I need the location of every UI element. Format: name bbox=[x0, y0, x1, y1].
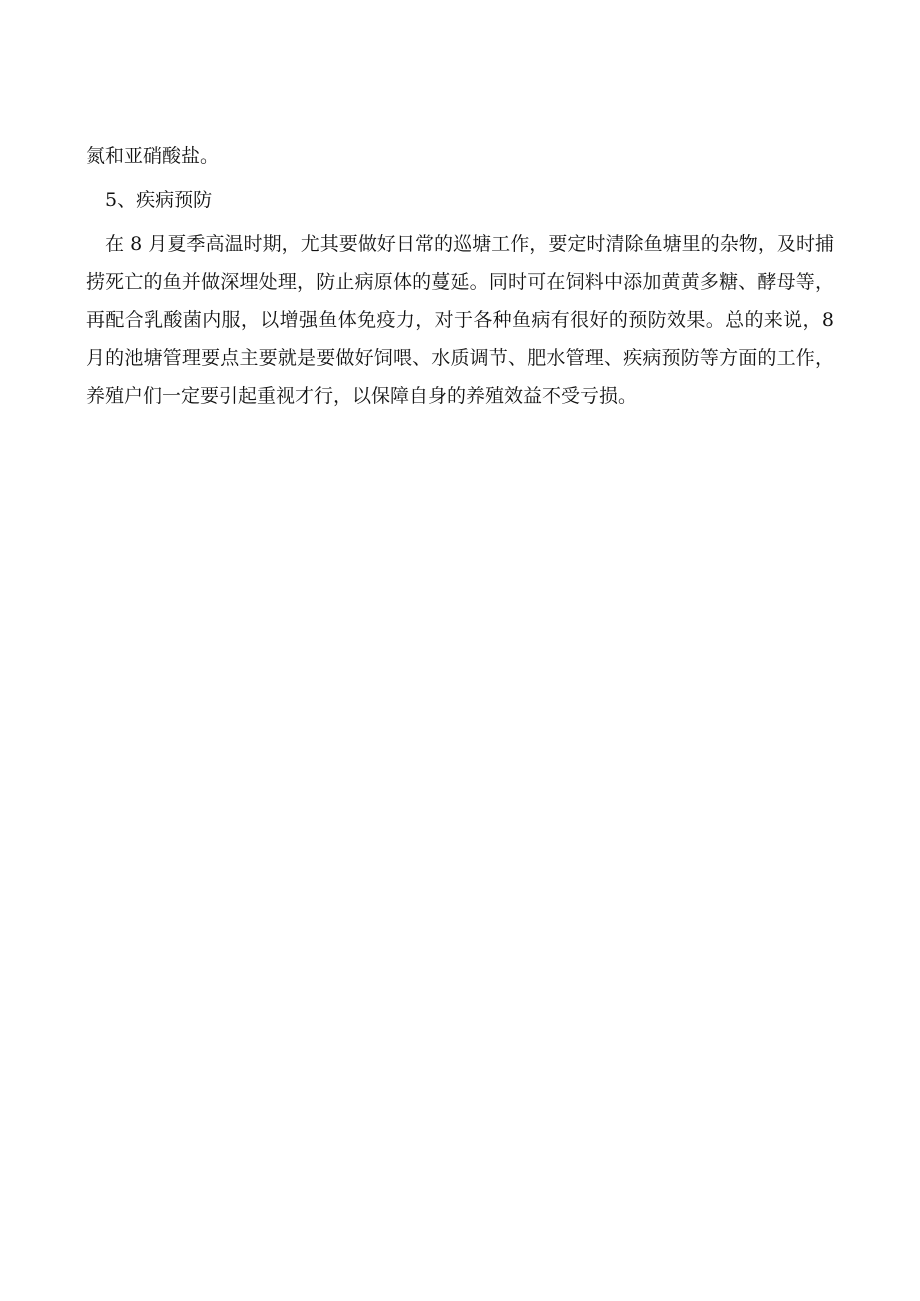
document-body bbox=[86, 137, 834, 415]
continuation-paragraph: 氮和亚硝酸盐。 bbox=[86, 145, 220, 167]
section-heading: 5、疾病预防 bbox=[105, 189, 213, 211]
body-paragraph: 在 8 月夏季高温时期，尤其要做好日常的巡塘工作，要定时清除鱼塘里的杂物，及时捕捞死亡的鱼并做深埋处理，防止病原体的蔓延。同时可在饲料中添加黄黄多糖、酵母等，再配合乳酸菌内服，以增强鱼体免疫力，对于各种鱼病有很好的预防效果。总的来说，8 月的池塘管理要点主要就是要做好饲喂、水质调节、肥水管理、疾病预防等方面的工作，养殖户们一定要引起重视才行，以保障自身的养殖效益不受亏损。 bbox=[86, 233, 834, 407]
